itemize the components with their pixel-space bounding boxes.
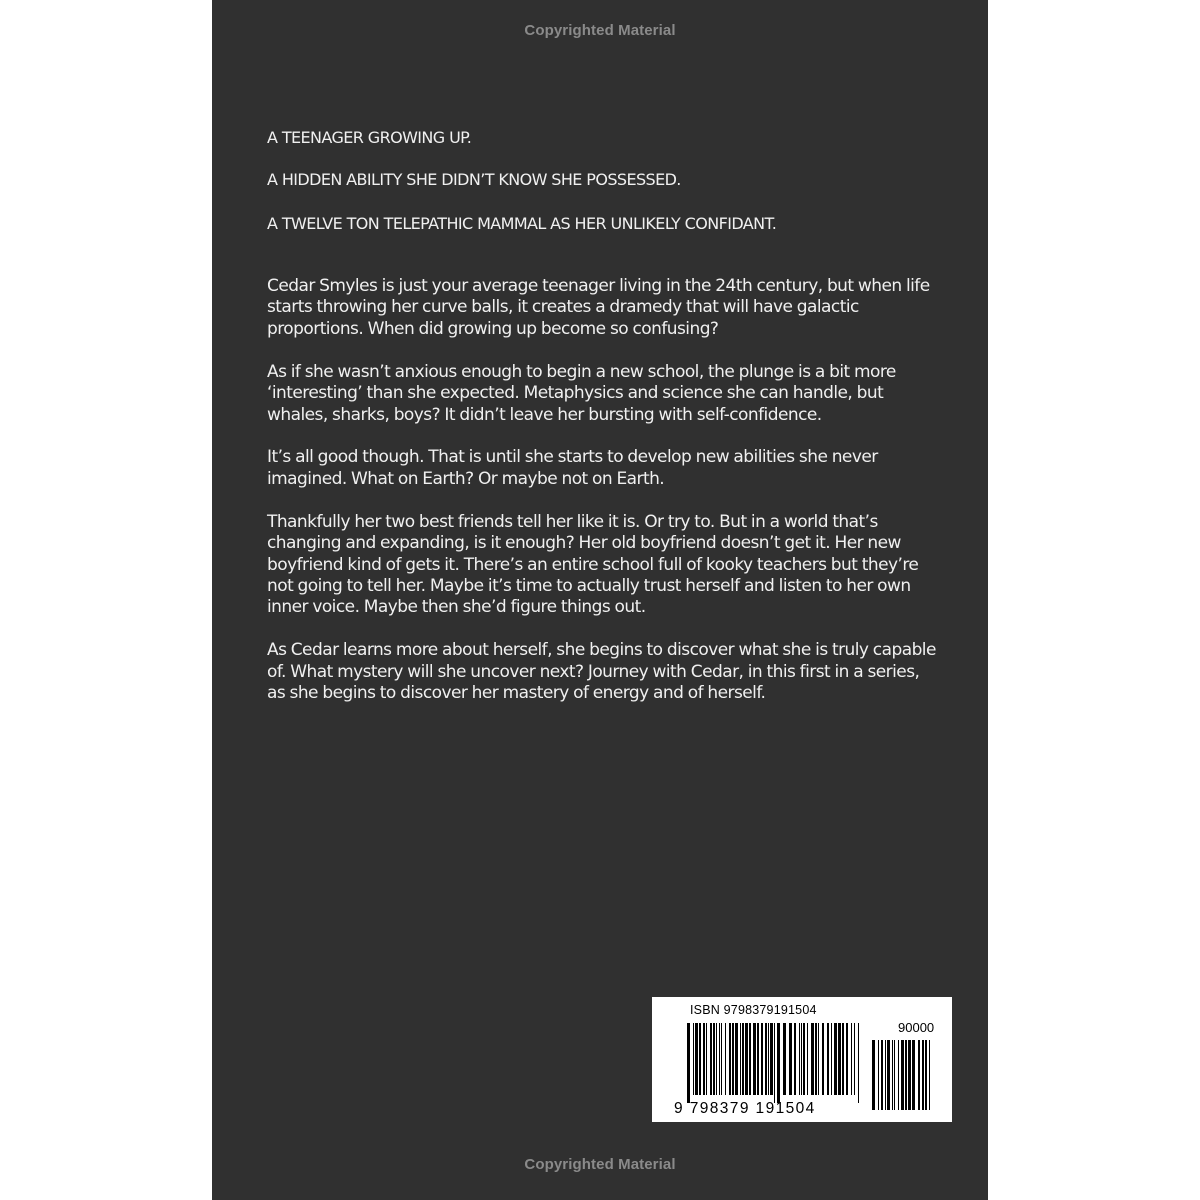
tagline-1: A TEENAGER GROWING UP. — [267, 128, 472, 147]
barcode-bar — [811, 1023, 814, 1095]
barcode-main-bars — [687, 1023, 863, 1103]
blurb-paragraph-4: Thankfully her two best friends tell her like it is. Or try to. But in a world that’s changing and expanding, is it enough? Her old boyfriend doesn’t get it. Her new boyfriend kind of gets it. There’s an entire school full of kooky teachers but they’re not going to tell her. Maybe it’s time to actually trust herself and listen to her own inner voice. Maybe then she’d figure things out. — [267, 511, 919, 618]
barcode-bar — [729, 1023, 731, 1095]
barcode-bar — [749, 1023, 751, 1095]
tagline-3: A TWELVE TON TELEPATHIC MAMMAL AS HER UNLIKELY CONFIDANT. — [267, 214, 777, 233]
barcode-bar — [885, 1040, 886, 1110]
barcode-bar — [693, 1023, 694, 1095]
barcode-bar — [901, 1040, 904, 1110]
barcode-bar — [925, 1040, 927, 1110]
barcode-bar — [918, 1040, 920, 1110]
barcode-bar — [929, 1040, 930, 1110]
watermark-top: Copyrighted Material — [524, 22, 676, 39]
barcode-bar — [710, 1023, 712, 1095]
barcode-bar — [735, 1023, 738, 1095]
barcode-bar — [794, 1023, 796, 1095]
barcode-bar — [908, 1040, 911, 1110]
barcode-bar — [770, 1023, 773, 1095]
back-cover — [212, 0, 988, 1200]
barcode-bar — [831, 1023, 832, 1095]
blurb — [267, 276, 939, 726]
barcode-bar — [687, 1023, 690, 1103]
barcode-human-readable: 9 798379 191504 — [674, 1100, 816, 1117]
barcode-bar — [827, 1023, 829, 1095]
barcode-bar — [713, 1023, 715, 1095]
barcode-bar — [757, 1023, 759, 1095]
barcode-bar — [753, 1023, 756, 1095]
barcode-bar — [801, 1023, 802, 1095]
blurb-paragraph-5: As Cedar learns more about herself, she begins to discover what she is truly capable of. What mystery will she uncover next? Journey with Cedar, in this first in a series, as she begins to discover her mastery of energy and of herself. — [267, 640, 936, 704]
barcode-bar — [818, 1023, 819, 1095]
barcode-bar — [765, 1023, 767, 1095]
barcode-bar — [858, 1023, 859, 1103]
barcode-bar — [854, 1023, 855, 1095]
barcode-bar — [799, 1023, 800, 1095]
barcode-bar — [878, 1040, 879, 1110]
barcode-bar — [745, 1023, 748, 1095]
barcode-bar — [905, 1040, 907, 1110]
barcode-bar — [842, 1023, 844, 1095]
barcode-bar — [777, 1023, 780, 1103]
barcode-bar — [719, 1023, 720, 1095]
barcode-bar — [851, 1023, 852, 1095]
isbn-label: ISBN 9798379191504 — [690, 1003, 817, 1017]
barcode-bar — [892, 1040, 893, 1110]
barcode-bar — [783, 1023, 786, 1095]
barcode-bar — [742, 1023, 744, 1095]
barcode-box — [652, 997, 952, 1122]
barcode-bar — [774, 1023, 775, 1103]
watermark-bottom: Copyrighted Material — [524, 1156, 676, 1173]
barcode-bar — [846, 1023, 848, 1095]
barcode-bar — [894, 1040, 895, 1110]
barcode-bar — [725, 1023, 726, 1095]
barcode-bar — [706, 1023, 707, 1095]
barcode-bar — [815, 1023, 817, 1095]
barcode-bar — [789, 1023, 792, 1095]
barcode-bar — [922, 1040, 924, 1110]
barcode-bar — [807, 1023, 808, 1095]
barcode-addon-bars — [872, 1040, 930, 1118]
blurb-paragraph-3: It’s all good though. That is until she starts to develop new abilities she never imagined. What on Earth? Or maybe not on Earth. — [267, 447, 878, 489]
barcode-bar — [761, 1023, 763, 1095]
barcode-bar — [834, 1023, 837, 1095]
barcode-bar — [887, 1040, 890, 1110]
barcode-bar — [703, 1023, 705, 1095]
barcode-addon-code: 90000 — [898, 1020, 935, 1035]
tagline-2: A HIDDEN ABILITY SHE DIDN’T KNOW SHE POSSESSED. — [267, 170, 681, 189]
blurb-paragraph-2: As if she wasn’t anxious enough to begin a new school, the plunge is a bit more ‘interesting’ than she expected. Metaphysics and science she can handle, but whales, sharks, boys? It didn’t leave her bursting with self-confidence. — [267, 361, 896, 425]
barcode-bar — [740, 1023, 741, 1095]
barcode-bar — [716, 1023, 717, 1095]
barcode-bar — [912, 1040, 915, 1110]
barcode-bar — [695, 1023, 698, 1095]
barcode-bar — [803, 1023, 805, 1095]
barcode-bar — [768, 1023, 769, 1095]
barcode-bar — [881, 1040, 883, 1110]
barcode-bar — [721, 1023, 722, 1095]
barcode-bar — [838, 1023, 841, 1095]
barcode-bar — [732, 1023, 734, 1095]
barcode-bar — [898, 1040, 899, 1110]
barcode-bar — [699, 1023, 701, 1095]
barcode-bar — [822, 1023, 824, 1095]
blurb-paragraph-1: Cedar Smyles is just your average teenager living in the 24th century, but when life starts throwing her curve balls, it creates a dramedy that will have galactic proportions. When did growing up become so confusing? — [267, 276, 930, 339]
